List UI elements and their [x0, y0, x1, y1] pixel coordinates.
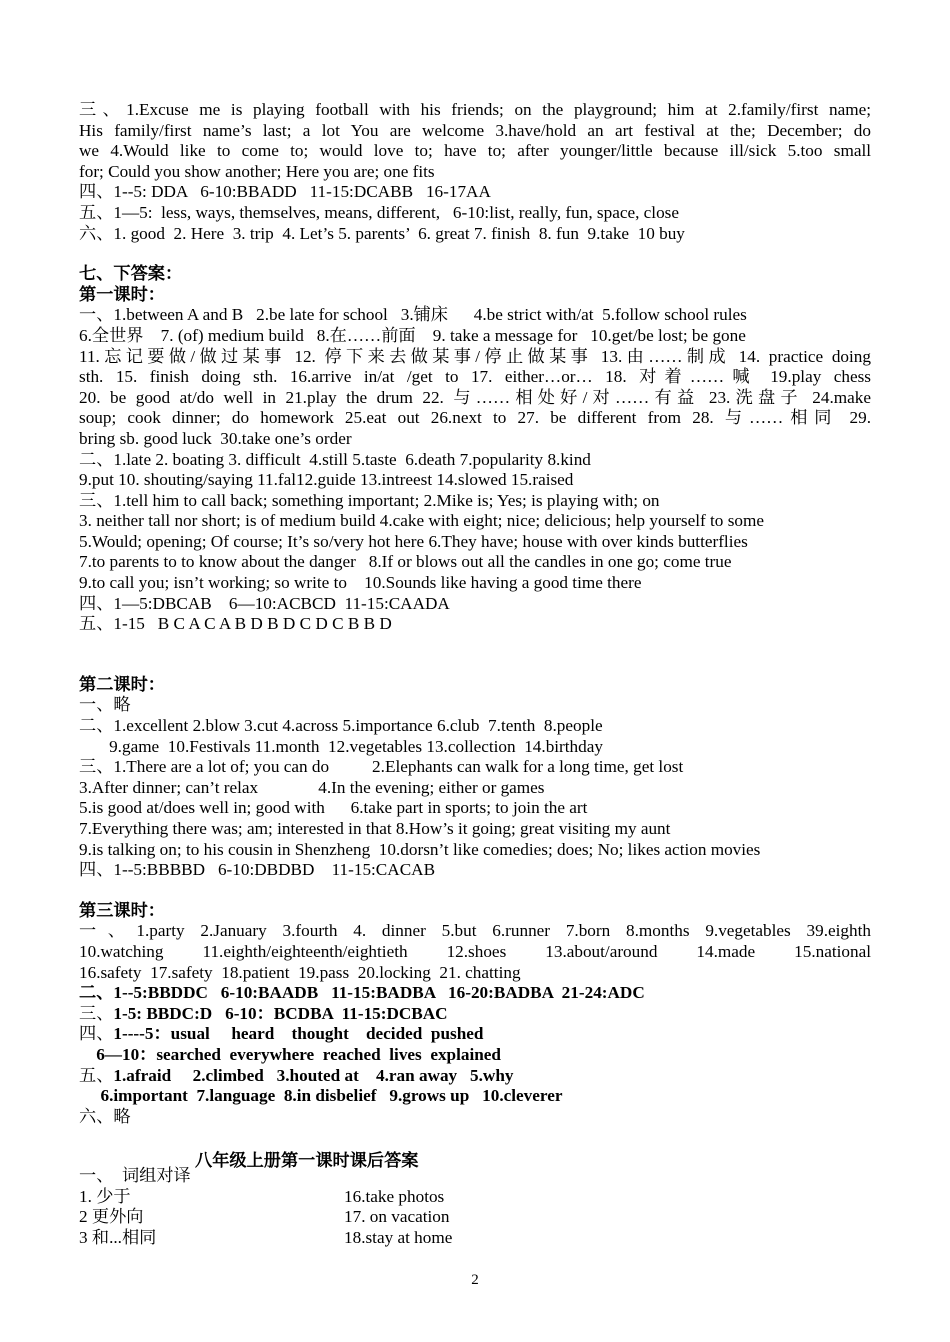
- text-line: 16.safety 17.safety 18.patient 19.pass 20.locking 21. chatting: [79, 962, 521, 982]
- text-line: 9.to call you; isn’t working; so write to 10.Sounds like having a good time there: [79, 573, 642, 593]
- text-line: 四、1--5: DDA 6-10:BBADD 11-15:DCABB 16-17AA: [79, 182, 491, 202]
- text-line: 五、1-15 B C A C A B D B D C D C B B D: [79, 614, 392, 634]
- text-line: 7.to parents to to know about the danger 8.If or blows out all the candles in one go; come true: [79, 552, 732, 572]
- text-line: [79, 1024, 871, 1045]
- line-answer: 6—10：searched everywhere reached lives explained: [96, 1044, 501, 1064]
- text-line: 7.Everything there was; am; interested in that 8.How’s it going; great visiting my aunt: [79, 819, 671, 838]
- text-line: 3.After dinner; can’t relax 4.In the evening; either or games: [79, 777, 545, 797]
- line-answer: 6.important 7.language 8.in disbelief 9.grows up 10.cleverer: [100, 1086, 563, 1106]
- text-line: 一、1.party 2.January 3.fourth 4. dinner 5.but 6.runner 7.born 8.months 9.vegetables 39.eighth: [79, 921, 871, 941]
- pair-right: 17. on vacation: [344, 1207, 450, 1227]
- text-line: 一、略: [79, 695, 131, 715]
- pair-left: 1. 少于: [79, 1186, 131, 1206]
- text-line: His family/first name’s last; a lot You are welcome 3.have/hold an art festival at the; December; do: [79, 120, 871, 140]
- lesson-2-block: [79, 695, 871, 880]
- section-heading: 一、 词组对译: [79, 1166, 191, 1185]
- lesson-2-title: 第二课时：: [79, 674, 165, 694]
- section-3-block: [79, 100, 871, 244]
- text-line: [79, 1107, 871, 1128]
- text-line: 三、1.tell him to call back; something important; 2.Mike is; Yes; is playing with; on: [79, 490, 660, 510]
- text-line: 五、1—5: less, ways, themselves, means, different, 6-10:list, really, fun, space, close: [79, 202, 679, 222]
- pair-right: 18.stay at home: [344, 1227, 453, 1247]
- line-answer: 1----5：usual heard thought decided pushed: [113, 1024, 484, 1044]
- line-prefix: 三、: [79, 1003, 114, 1023]
- pair-row: [79, 1207, 871, 1228]
- answer-page: [79, 100, 871, 1127]
- text-line: 四、1—5:DBCAB 6—10:ACBCD 11-15:CAADA: [79, 593, 450, 613]
- pair-row: [79, 1228, 871, 1249]
- text-line: 9.game 10.Festivals 11.month 12.vegetables 13.collection 14.birthday: [79, 736, 603, 756]
- text-line: [79, 1045, 871, 1066]
- text-line: 二、1.late 2. boating 3. difficult 4.still 5.taste 6.death 7.popularity 8.kind: [79, 449, 591, 469]
- part-7-title: 七、下答案：: [79, 264, 183, 284]
- lesson-3-title: 第三课时：: [79, 900, 165, 920]
- lesson-3-block: [79, 921, 871, 1127]
- text-line: we 4.Would like to come to; would love to; have to; after younger/little because ill/sick 5.too small: [79, 141, 871, 161]
- pair-row: [79, 1187, 871, 1208]
- pair-left: 3 和...相同: [79, 1227, 157, 1247]
- text-line: [79, 1086, 871, 1107]
- text-line: 一、1.between A and B 2.be late for school 3.铺床 4.be strict with/at 5.follow school rules: [79, 305, 747, 325]
- pair-left: 2 更外向: [79, 1207, 144, 1227]
- text-line: 二、1.excellent 2.blow 3.cut 4.across 5.importance 6.club 7.tenth 8.people: [79, 716, 603, 736]
- lesson-1-block: [79, 305, 871, 635]
- line-answer: 1.afraid 2.climbed 3.houted at 4.ran away 5.why: [113, 1065, 514, 1085]
- text-line: 四、1--5:BBBBD 6-10:DBDBD 11-15:CACAB: [79, 860, 436, 880]
- text-line: [79, 1066, 871, 1087]
- line-answer: 1-5: BBDC:D 6-10：BCDBA 11-15:DCBAC: [113, 1003, 448, 1023]
- text-line: 5.is good at/does well in; good with 6.take part in sports; to join the art: [79, 798, 588, 818]
- line-prefix: [79, 1086, 100, 1105]
- text-line: 9.put 10. shouting/saying 11.fal12.guide 13.intreest 14.slowed 15.raised: [79, 470, 574, 490]
- line-prefix: 五、: [79, 1065, 114, 1085]
- text-line: 20. be good at/do well in 21.play the drum 22. 与……相处好/对……有益 23.洗盘子 24.make: [79, 387, 871, 407]
- text-line: 三、1.Excuse me is playing football with his friends; on the playground; him at 2.family/first name;: [79, 100, 871, 119]
- text-line: 6.全世界 7. (of) medium build 8.在……前面 9. take a message for 10.get/be lost; be gone: [79, 325, 746, 345]
- phrase-translation-block: [79, 1166, 871, 1248]
- text-line: 5.Would; opening; Of course; It’s so/very hot here 6.They have; house with over kinds butterflies: [79, 531, 748, 551]
- text-line: 三、1.There are a lot of; you can do 2.Elephants can walk for a long time, get lost: [79, 757, 684, 777]
- text-line: for; Could you show another; Here you are; one fits: [79, 161, 435, 181]
- lesson-1-title: 第一课时：: [79, 284, 165, 304]
- pair-right: 16.take photos: [344, 1186, 445, 1206]
- page-number: 2: [471, 1272, 479, 1288]
- text-line: soup; cook dinner; do homework 25.eat out 26.next to 27. be different from 28. 与……相同 29.: [79, 408, 871, 428]
- line-prefix: 四、: [79, 1024, 114, 1044]
- text-line: 11.忘记要做/做过某事 12. 停下来去做某事/停止做某事 13.由……制成 14. practice doing: [79, 346, 871, 366]
- text-line: 六、1. good 2. Here 3. trip 4. Let’s 5. parents’ 6. great 7. finish 8. fun 9.take 10 buy: [79, 223, 685, 243]
- line-prefix: [79, 1045, 96, 1064]
- grade-section-title: 八年级上册第一课时课后答案: [195, 1151, 419, 1170]
- text-line: [79, 1004, 871, 1025]
- text-line: 10.watching 11.eighth/eighteenth/eightieth 12.shoes 13.about/around 14.made 15.national: [79, 941, 871, 961]
- text-line: 二、1--5:BBDDC 6-10:BAADB 11-15:BADBA 16-20:BADBA 21-24:ADC: [79, 983, 645, 1003]
- text-line: 3. neither tall nor short; is of medium build 4.cake with eight; nice; delicious; help yourself to some: [79, 511, 764, 531]
- line-prefix: 六、略: [79, 1106, 131, 1126]
- text-line: bring sb. good luck 30.take one’s order: [79, 428, 352, 448]
- text-line: sth. 15. finish doing sth. 16.arrive in/at /get to 17. either…or… 18. 对着……喊 19.play chess: [79, 367, 871, 387]
- text-line: 9.is talking on; to his cousin in Shenzheng 10.dorsn’t like comedies; does; No; likes action movies: [79, 839, 761, 859]
